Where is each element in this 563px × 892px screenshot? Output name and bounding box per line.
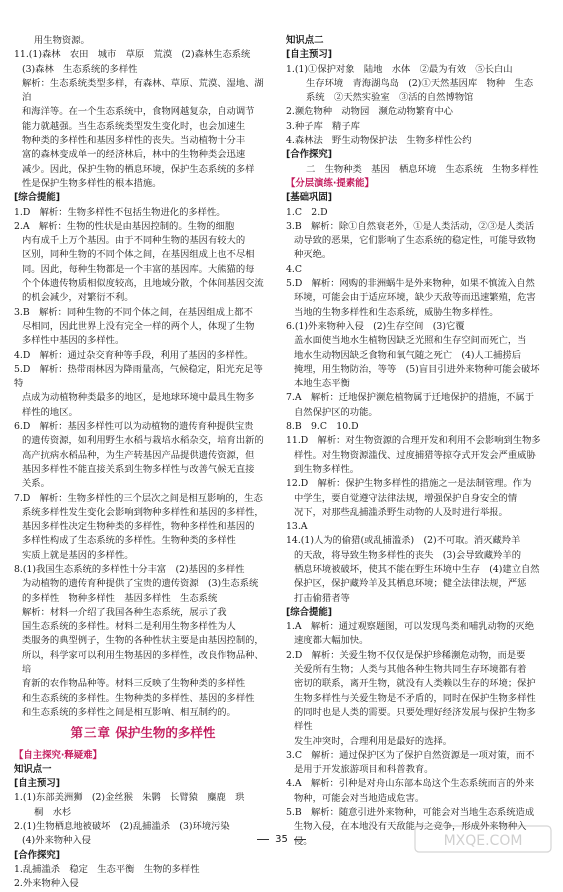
text-line: (4)外来物种入侵 [22, 835, 91, 847]
text-line: 物种，可能会对当地造成危害。 [294, 792, 425, 804]
text-line: 保护区，保护藏羚羊及其栖息环境；健全法律法规，严惩 [294, 578, 527, 590]
text-line: 5.D 解析：热带雨林因为降雨量高，气候稳定，阳光充足等特 [14, 363, 263, 390]
text-line: 和生态系统的多样性。生物种类的多样性、基因的多样性 [22, 692, 255, 704]
chapter-number: 第三章 [70, 725, 112, 741]
text-line: 同。因此，每种生物都是一个丰富的基因库。大熊猫的每 [22, 263, 255, 275]
text-line: 解析：生态系统类型多样，有森林、草原、荒漠、湿地、湖泊 [22, 77, 264, 104]
text-line: 8.(1)我国生态系统的多样性十分丰富 (2)基因的多样性 [14, 563, 245, 575]
text-line: 实质上就是基因的多样性。 [22, 549, 134, 561]
text-line: 密切的联系，离开生物，就没有人类赖以生存的环境；保护 [294, 678, 536, 690]
text-line: 2.D 解析：关爱生物不仅仅是保护珍稀濒危动物，而是要 [286, 649, 526, 661]
text-line: 2.A 解析：生物的性状是由基因控制的。生物的细胞 [14, 220, 235, 232]
section-heading: [合作探究] [14, 849, 61, 861]
text-line: 样性。对生物资源滥伐、过度捕猎等掠夺式开发会严重威胁 [294, 449, 536, 461]
svg-text:MXQE.COM: MXQE.COM [443, 833, 523, 849]
text-line: 个个体遗传物质相似度较高，且地域分散，个体间基因交流 [22, 278, 264, 290]
right-column [286, 34, 544, 849]
text-line: 11.D 解析：对生物资源的合理开发和利用不会影响到生物多 [286, 435, 541, 447]
text-line: 育新的农作物品种等。材料三反映了生物种类的多样性 [22, 678, 246, 690]
section-heading: [综合提能] [14, 192, 61, 204]
text-line: 3.C 解析：通过保护区为了保护自然资源是一项对策，而不 [286, 749, 535, 761]
text-line: 况下，对那些乱捕滥杀野生动物的人及时进行举报。 [294, 506, 508, 518]
text-line: 5.B 解析：随意引进外来物种，可能会对当地生态系统造成 [286, 807, 535, 819]
text-line: 本地生态平衡 [294, 378, 350, 390]
text-line: 的多样性 物种多样性 基因多样性 生态系统 [22, 592, 218, 604]
text-line: 掩埋，用生物防治，等等 (5)盲目引进外来物种可能会破坏 [294, 363, 540, 375]
text-line: 富的森林变成单一的经济林后，林中的生物种类会迅速 [22, 149, 246, 161]
top-edge [0, 0, 563, 4]
text-line: 打击偷猎者等 [294, 592, 350, 604]
text-line: 2.(1)生物栖息地被破坏 (2)乱捕滥杀 (3)环境污染 [14, 821, 230, 833]
text-line: 自然保护区的功能。 [294, 406, 378, 418]
text-line: 所以，科学家可以利用生物基因的多样性，改良作物品种、培 [22, 649, 264, 676]
text-line: 3.B 解析：同种生物的不同个体之间，在基因组成上都不 [14, 306, 253, 318]
text-line: 减少。因此，保护生物的栖息环境，保护生态系统的多样 [22, 163, 255, 175]
text-line: 2.濒危物种 动物园 濒危动物繁育中心 [286, 106, 453, 118]
text-line: 生存环境 青海湖鸟岛 (2)①天然基因库 物种 生态 [306, 77, 533, 89]
text-line: 1.(1)东部美洲狮 (2)金丝猴 朱鹮 长臂猿 麋鹿 珙 [14, 792, 245, 804]
text-line: 国生态系统的多样性。材料二是利用生物多样性为人 [22, 621, 236, 633]
text-line: 的同时也是人类的需要。只要处理好经济发展与保护生物多样性 [294, 706, 536, 733]
text-line: 基因多样性不能直接关系到生物多样性与改善气候无直接 [22, 463, 255, 475]
text-line: 8.B 9.C 10.D [286, 421, 359, 433]
text-line: 的遗传资源，如利用野生水稻与栽培水稻杂交，培育出新的 [22, 435, 264, 447]
text-line: 点成为动植物种类最多的地区，是地球环境中最具生物多 [22, 392, 255, 404]
section-heading: 【自主探究·释疑难】 [14, 749, 102, 761]
text-line: 2.外来物种入侵 [14, 878, 79, 890]
text-line: 桐 水杉 [34, 806, 72, 818]
text-line: 多样性中基因的多样性。 [22, 335, 125, 347]
section-heading: [自主预习] [286, 49, 333, 61]
text-line: 1.(1)①保护对象 陆地 水体 ②最为有效 ⑤长白山 [286, 63, 513, 75]
text-line: 是用于开发旅游项目和科普教育。 [294, 764, 434, 776]
text-line: 地水生动物因缺乏食物和氧气随之死亡 (4)人工捕捞后 [294, 349, 521, 361]
page-number-value: 35 [275, 834, 288, 845]
text-line: 4.A 解析：引种是对舟山东部本岛这个生态系统而言的外来 [286, 778, 535, 790]
text-line: 11.(1)森林 农田 城市 草原 荒漠 (2)森林生态系统 [14, 49, 251, 61]
text-line: 1.A 解析：通过观察题图，可以发现鸟类和哺乳动物的灭绝 [286, 621, 535, 633]
text-line: 内有成千上万个基因。由于不同种生物的基因有较大的 [22, 235, 246, 247]
text-line: 中学生，要自觉遵守法律法规，增强保护自身安全的情 [294, 492, 518, 504]
page-number-dash-right [294, 839, 306, 840]
text-line: 高产抗病水稻品种，为生产转基因产品提供遗传资源，但 [22, 449, 255, 461]
text-line: 1.C 2.D [286, 206, 328, 218]
text-line: 关爱所有生物；人类与其他各种生物共同生存环境都有着 [294, 664, 527, 676]
section-heading: [基础巩固] [286, 192, 333, 204]
text-line: 到生物多样性。 [294, 463, 360, 475]
text-line: 生物多样性与关爱生物是不矛盾的，同时在保护生物多样性 [294, 692, 536, 704]
text-line: 5.D 解析：网购的非洲蜗牛是外来物种，如果不慎流入自然 [286, 278, 535, 290]
text-line: 4.D 解析：通过杂交育种等手段，利用了基因的多样性。 [14, 349, 254, 361]
text-line: 为动植物的遗传育种提供了宝贵的遗传资源 (3)生态系统 [22, 578, 259, 590]
text-line: 6.(1)外来物种入侵 (2)生存空间 (3)它覆 [286, 320, 465, 332]
text-line: 区别，同种生物的不同个体之间，在基因组成上也不尽相 [22, 249, 255, 261]
text-line: 环境，可能会由于适应环境，缺少天敌等而迅速繁殖，危害 [294, 292, 536, 304]
page-number-dash-left [257, 839, 269, 840]
text-line: 和生态系统的多样性之间是相互影响、相互制约的。 [22, 706, 236, 718]
text-line: 类服务的典型例子，生物的各种性状主要是由基因控制的， [22, 635, 264, 647]
text-line: 当地的生物多样性和生态系统，威胁生物多样性。 [294, 306, 499, 318]
text-line: 4.C [286, 263, 302, 275]
section-heading: [自主预习] [14, 778, 61, 790]
text-line: 14.(1)人为的偷猎(或乱捕滥杀) (2)不可取。消灭藏羚羊 [286, 535, 521, 547]
text-line: 系统多样性发生变化会影响到物种多样性和基因的多样性， [22, 506, 264, 518]
text-line: 性是保护生物多样性的根本措施。 [22, 177, 162, 189]
text-line: 栖息环境被破坏，使其不能在野生环境中生存 (4)建立自然 [294, 563, 540, 575]
text-line: 12.D 解析：保护生物多样性的措施之一是法制管理。作为 [286, 478, 532, 490]
text-line: 3.种子库 精子库 [286, 120, 360, 132]
text-line: 尽相同，因此世界上没有完全一样的两个人，体现了生物 [22, 320, 255, 332]
text-line: 6.D 解析：基因多样性可以为动植物的遗传育种提供宝贵 [14, 421, 254, 433]
section-heading: 【分层演练·提素能】 [286, 177, 374, 189]
text-line: 动导致的恶果，它们影响了生态系统的稳定性，可能导致物 [294, 235, 536, 247]
section-heading: [合作探究] [286, 149, 333, 161]
text-line: 多样性构成了生态系统的多样性。生物种类的多样性 [22, 535, 236, 547]
text-line: 物种类的多样性和基因多样性的丧失。当动植物十分丰 [22, 135, 246, 147]
text-line: 关系。 [22, 478, 50, 490]
chapter-heading [14, 726, 272, 740]
text-line: 解析：材料一介绍了我国各种生态系统，展示了我 [22, 606, 227, 618]
left-column [14, 34, 272, 892]
text-line: 的天敌，将导致生物多样性的丧失 (3)会导致藏羚羊的 [294, 549, 521, 561]
text-line: 发生冲突时，合理利用是最好的选择。 [294, 735, 453, 747]
text-line: 盖水面使当地水生植物因缺乏光照和生存空间而死亡，当 [294, 335, 527, 347]
text-line: 7.D 解析：生物多样性的三个层次之间是相互影响的，生态 [14, 492, 263, 504]
text-line: 1.D 解析：生物多样性不包括生物进化的多样性。 [14, 206, 226, 218]
text-line: 1.乱捕滥杀 稳定 生态平衡 生物的多样性 [14, 863, 200, 875]
section-heading: 知识点一 [14, 763, 52, 775]
text-line: 能力就越强。当生态系统类型发生变化时，也会加速生 [22, 120, 246, 132]
text-line: 13.A [286, 521, 308, 533]
watermark-logo [413, 820, 553, 858]
text-line: 3.B 解析：除①自然衰老外，①是人类活动，②③是人类活 [286, 220, 535, 232]
text-line: (3)森林 生态系统的多样性 [22, 63, 138, 75]
text-line: 速度都大幅加快。 [294, 635, 369, 647]
text-line: 系统 ②天然实验室 ③活的自然博物馆 [306, 92, 474, 104]
section-heading: [综合提能] [286, 606, 333, 618]
text-line: 种灭绝。 [294, 249, 332, 261]
text-line: 4.森林法 野生动物保护法 生物多样性公约 [286, 135, 472, 147]
text-line: 和海洋等。在一个生态系统中，食物网越复杂，自动调节 [22, 106, 255, 118]
text-line: 的机会减少，对繁衍不利。 [22, 292, 134, 304]
text-line: 生物入侵，在本地没有天敌能与之竞争，形成外来物种入侵。 [294, 821, 527, 847]
chapter-title: 保护生物的多样性 [115, 725, 216, 741]
text-line: 7.A 解析：迁地保护濒危植物属于迁地保护的措施，不属于 [286, 392, 535, 404]
text-line: 基因多样性决定生物种类的多样性，物种多样性和基因的 [22, 521, 255, 533]
text-line: 样性的地区。 [22, 406, 78, 418]
text-line: 二 生物种类 基因 栖息环境 生态系统 生物多样性 [306, 163, 539, 175]
text-line: 用生物资源。 [34, 35, 90, 46]
section-heading: 知识点二 [286, 35, 324, 46]
